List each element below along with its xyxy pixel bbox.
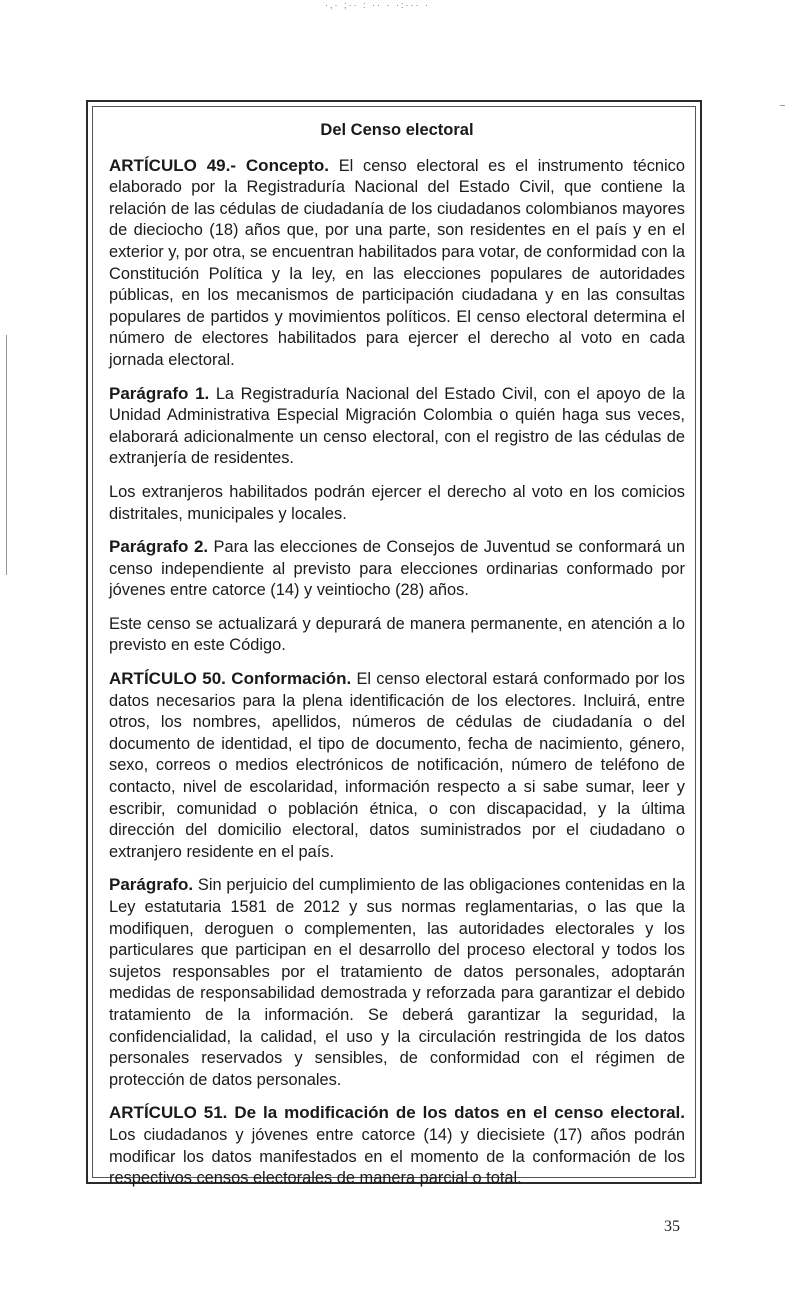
document-body — [109, 120, 685, 1201]
paragraph-lead: Parágrafo 1. — [109, 383, 210, 403]
paragraph-lead: ARTÍCULO 49.- Concepto. — [109, 155, 330, 175]
section-title: Del Censo electoral — [320, 121, 474, 139]
paragraph-articulo-49 — [109, 155, 685, 372]
page-number: 35 — [664, 1218, 680, 1235]
paragraph-paragrafo-2 — [109, 536, 685, 602]
paragraph-text: Los ciudadanos y jóvenes entre catorce (14) y diecisiete (17) años podrán modificar los datos manifestados en el momento de la conformación de los respectivos censos electorales de manera parcial o total. — [109, 1125, 685, 1188]
paragraph-text: Este censo se actualizará y depurará de manera permanente, en atención a lo previsto en este Código. — [109, 614, 685, 655]
paragraph-text: El censo electoral es el instrumento técnico elaborado por la Registraduría Nacional del Estado Civil, que contiene la relación de las cédulas de ciudadanía de los ciudadanos colombianos mayores de dieciocho (18) años que, por una parte, son residentes en el país y en el exterior y, por otra, se encuentran habilitados para votar, de conformidad con la Constitución Política y la ley, en las elecciones populares de autoridades públicas, en los mecanismos de participación ciudadana y en las consultas populares de partidos y movimientos políticos. El censo electoral determina el número de electores habilitados para ejercer el derecho al voto en cada jornada electoral. — [109, 156, 685, 369]
scan-artifact: ·,· ;·· : ·· · ·:··· · — [325, 0, 430, 10]
paragraph-text: Los extranjeros habilitados podrán ejercer el derecho al voto en los comicios distritales, municipales y locales. — [109, 482, 685, 523]
paragraph-text: El censo electoral estará conformado por los datos necesarios para la plena identificación de los electores. Incluirá, entre otros, los nombres, apellidos, números de cédulas de ciudadanía o del documento de identidad, el tipo de documento, fecha de nacimiento, género, sexo, correos o medios electrónicos de notificación, número de teléfono de contacto, nivel de escolaridad, información respecto a si sabe sumar, leer y escribir, comunidad o población étnica, o con discapacidad, y la última dirección del domicilio electoral, datos suministrados por el ciudadano o extranjero residente en el país. — [109, 670, 685, 861]
paragraph-paragrafo — [109, 874, 685, 1091]
paragraph-lead: Parágrafo. — [109, 875, 194, 895]
paragraph-extranjeros — [109, 481, 685, 525]
scan-edge-mark — [780, 105, 785, 106]
paragraph-articulo-50 — [109, 668, 685, 863]
paragraph-text: Para las elecciones de Consejos de Juventud se conformará un censo independiente al previsto para elecciones ordinarias conformado por jóvenes entre catorce (14) y veintiocho (28) años. — [109, 538, 685, 600]
paragraph-lead: Parágrafo 2. — [109, 537, 209, 557]
paragraph-lead: ARTÍCULO 51. De la modificación de los datos en el censo electoral. — [109, 1103, 685, 1123]
paragraph-lead: ARTÍCULO 50. Conformación. — [109, 669, 352, 689]
paragraph-text: Sin perjuicio del cumplimiento de las obligaciones contenidas en la Ley estatutaria 1581 de 2012 y sus normas reglamentarias, o las que la modifiquen, deroguen o complementen, las autoridades electorales y los particulares que participan en el desarrollo del proceso electoral y todos los sujetos responsables por el tratamiento de datos personales, adoptarán medidas de responsabilidad demostrada y reforzada para garantizar el debido tratamiento de la información. Se deberá garantizar la seguridad, la confidencialidad, la calidad, el uso y la circulación restringida de los datos personales reservados y sensibles, de conformidad con el régimen de protección de datos personales. — [109, 876, 685, 1089]
paragraph-articulo-51 — [109, 1102, 685, 1189]
paragraph-text: La Registraduría Nacional del Estado Civil, con el apoyo de la Unidad Administrativa Especial Migración Colombia o quién haga sus veces, elaborará adicionalmente un censo electoral, con el registro de las cédulas de extranjería de residentes. — [109, 384, 685, 468]
paragraph-paragrafo-1 — [109, 383, 685, 470]
scan-edge-mark — [6, 335, 7, 575]
paragraph-censo-actualizacion — [109, 613, 685, 657]
